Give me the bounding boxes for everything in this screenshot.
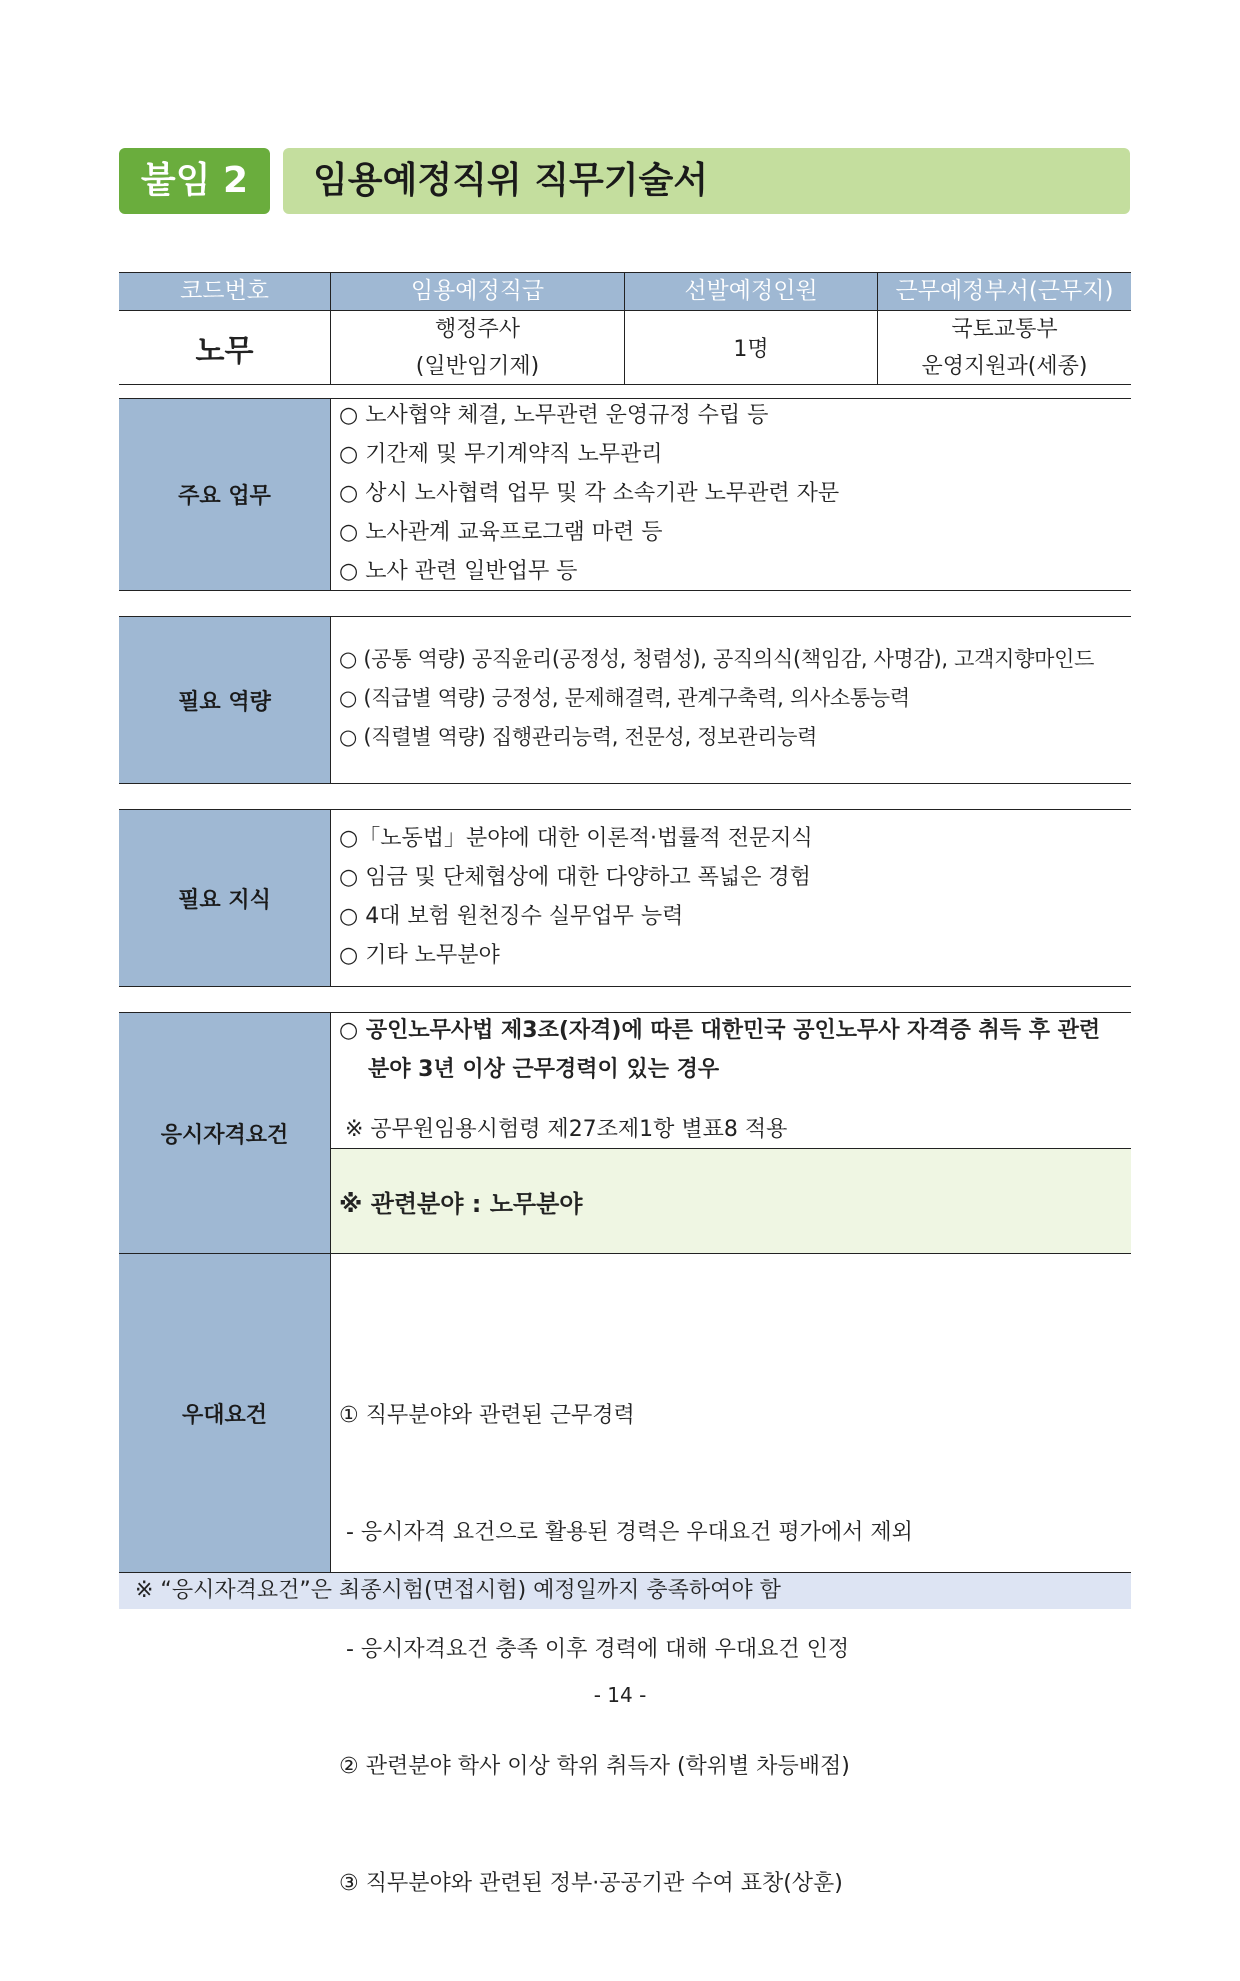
grade-line-1: 행정주사	[434, 316, 520, 342]
qualification-line-2: 분야 3년 이상 근무경력이 있는 경우	[368, 1057, 720, 1082]
document-title: 임용예정직위 직무기술서	[283, 148, 1130, 214]
header-department: 근무예정부서(근무지)	[878, 273, 1131, 310]
competency-label: 필요 역량	[119, 617, 330, 783]
list-item: ○ (직급별 역량) 긍정성, 문제해결력, 관계구축력, 의사소통능력	[339, 686, 910, 710]
list-item: ○ 노사관계 교육프로그램 마련 등	[339, 520, 663, 545]
list-item: ○ 임금 및 단체협상에 대한 다양하고 폭넓은 경험	[339, 865, 811, 890]
competency-list	[331, 640, 1131, 757]
list-item: ③ 직무분야와 관련된 정부·공공기관 수여 표창(상훈)	[339, 1871, 843, 1896]
list-item: ○「노동법」분야에 대한 이론적·법률적 전문지식	[339, 826, 813, 851]
list-item: ○ 상시 노사협력 업무 및 각 소속기관 노무관련 자문	[339, 481, 840, 506]
preference-list	[331, 1318, 1131, 1981]
list-item: ○ 4대 보험 원천징수 실무업무 능력	[339, 904, 684, 929]
list-item: - 응시자격 요건으로 활용된 경력은 우대요건 평가에서 제외	[339, 1520, 913, 1545]
grade-line-2: (일반임기제)	[415, 353, 540, 379]
list-item: ○ 기간제 및 무기계약직 노무관리	[339, 442, 663, 467]
department-value	[878, 311, 1131, 384]
header-grade: 임용예정직급	[331, 273, 624, 310]
list-item: ○ (직렬별 역량) 집행관리능력, 전문성, 정보관리능력	[339, 725, 818, 749]
knowledge-label: 필요 지식	[119, 810, 330, 986]
main-duties-list	[331, 396, 1131, 591]
footnote: ※ “응시자격요건”은 최종시험(면접시험) 예정일까지 충족하여야 함	[119, 1573, 1131, 1609]
list-item: ○ 노사협약 체결, 노무관련 운영규정 수립 등	[339, 403, 769, 428]
list-item: ② 관련분야 학사 이상 학위 취득자 (학위별 차등배점)	[339, 1754, 850, 1779]
preference-label: 우대요건	[119, 1254, 330, 1572]
department-line-1: 국토교통부	[951, 316, 1058, 342]
list-item: ○ 노사 관련 일반업무 등	[339, 559, 578, 584]
list-item: ○ 기타 노무분야	[339, 943, 500, 968]
list-item: ① 직무분야와 관련된 근무경력	[339, 1403, 635, 1428]
grade-value	[331, 311, 624, 384]
page-number: - 14 -	[593, 1683, 647, 1707]
related-field: ※ 관련분야 : 노무분야	[331, 1149, 1131, 1253]
header-code: 코드번호	[119, 273, 330, 310]
knowledge-list	[331, 819, 1131, 975]
code-value: 노무	[195, 333, 254, 369]
qualification-note: ※ 공무원임용시험령 제27조제1항 별표8 적용	[345, 1117, 788, 1142]
list-item: - 응시자격요건 충족 이후 경력에 대해 우대요건 인정	[339, 1637, 850, 1662]
qualification-label: 응시자격요건	[119, 1013, 330, 1253]
department-line-2: 운영지원과(세종)	[921, 353, 1088, 379]
list-item: ○ (공통 역량) 공직윤리(공정성, 청렴성), 공직의식(책임감, 사명감), 고객지향마인드	[339, 647, 1095, 671]
header-count: 선발예정인원	[625, 273, 877, 310]
count-value: 1명	[733, 337, 769, 362]
attachment-badge: 붙임 2	[119, 148, 270, 214]
qualification-line-1: ○ 공인노무사법 제3조(자격)에 따른 대한민국 공인노무사 자격증 취득 후 관련	[339, 1018, 1101, 1043]
main-duties-label: 주요 업무	[119, 399, 330, 590]
